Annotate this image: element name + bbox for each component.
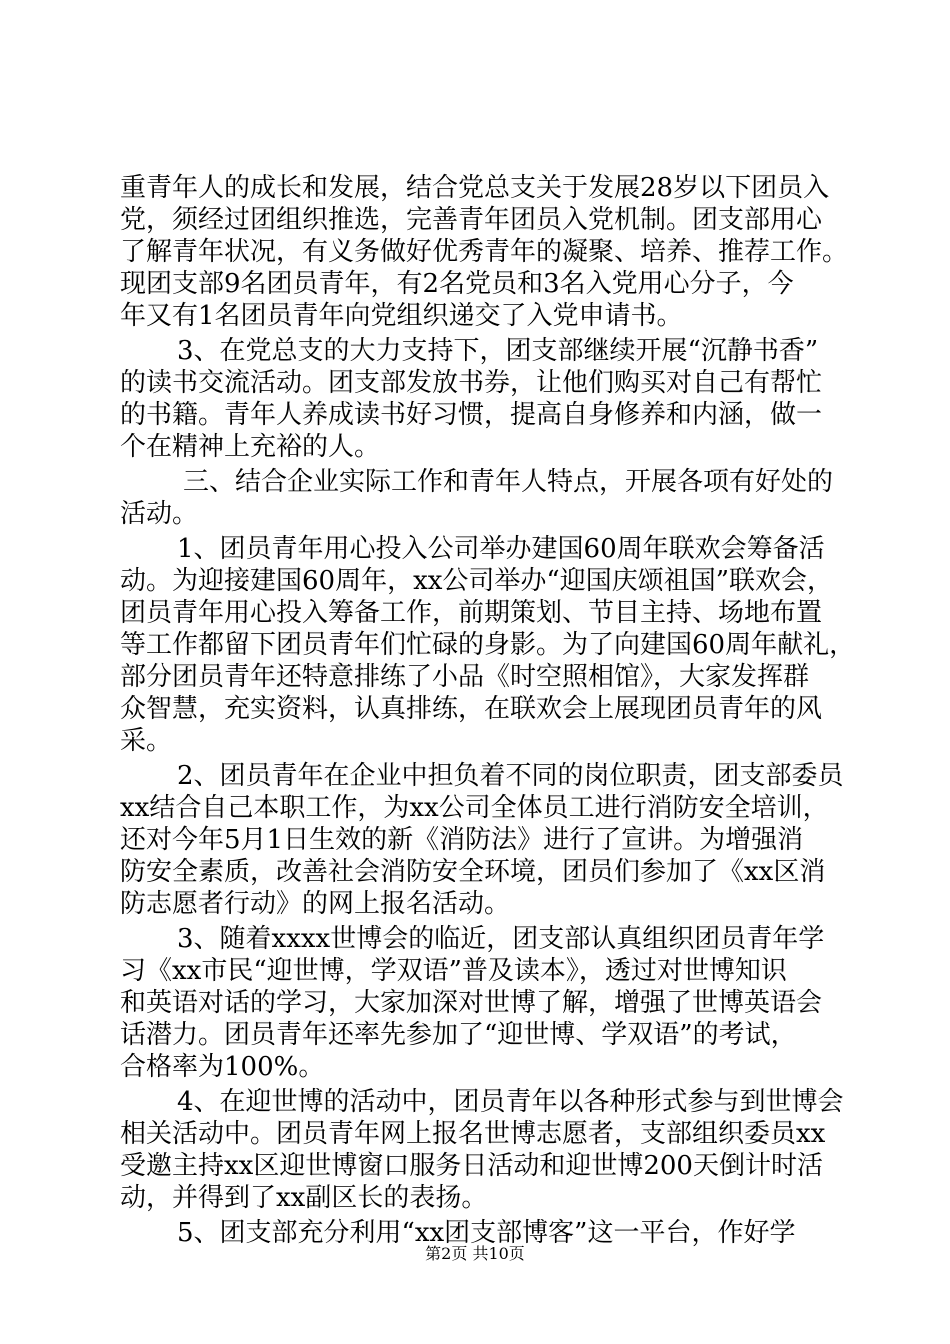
- text-line: 团员青年用心投入筹备工作，前期策划、节目主持、场地布置: [120, 598, 823, 628]
- text-line: 的书籍。青年人养成读书好习惯，提高自身修养和内涵，做一: [120, 400, 823, 430]
- text-line: 2、团员青年在企业中担负着不同的岗位职责，团支部委员: [177, 761, 844, 791]
- text-line: 防安全素质，改善社会消防安全环境，团员们参加了《xx区消: [120, 857, 826, 887]
- text-line: 4、在迎世博的活动中，团员青年以各种形式参与到世博会: [177, 1087, 844, 1117]
- text-line: 党，须经过团组织推选，完善青年团员入党机制。团支部用心: [120, 205, 823, 235]
- text-line: 重青年人的成长和发展，结合党总支关于发展28岁以下团员入: [120, 173, 830, 203]
- text-line: xx结合自己本职工作，为xx公司全体员工进行消防安全培训，: [120, 793, 829, 823]
- text-line: 和英语对话的学习，大家加深对世博了解，增强了世博英语会: [120, 988, 823, 1018]
- text-line: 动，并得到了xx副区长的表扬。: [120, 1183, 488, 1213]
- text-line: 的读书交流活动。团支部发放书券，让他们购买对自己有帮忙: [120, 368, 823, 398]
- text-line: 了解青年状况，有义务做好优秀青年的凝聚、培养、推荐工作。: [120, 237, 849, 267]
- page-number-footer: 第2页 共10页: [425, 1244, 525, 1263]
- text-line: 还对今年5月1日生效的新《消防法》进行了宣讲。为增强消: [120, 825, 804, 855]
- text-line: 现团支部9名团员青年，有2名党员和3名入党用心分子，今: [120, 269, 794, 299]
- text-line: 等工作都留下团员青年们忙碌的身影。为了向建国60周年献礼，: [120, 630, 856, 660]
- text-line: 活动。: [120, 499, 199, 529]
- text-line: 个在精神上充裕的人。: [120, 432, 381, 462]
- text-line: 部分团员青年还特意排练了小品《时空照相馆》，大家发挥群: [120, 662, 810, 692]
- text-line: 1、团员青年用心投入公司举办建国60周年联欢会筹备活: [177, 534, 825, 564]
- text-line: 采。: [120, 726, 173, 756]
- text-line: 合格率为100%。: [120, 1052, 325, 1082]
- text-line: 3、在党总支的大力支持下，团支部继续开展“沉静书香”: [177, 336, 819, 366]
- text-line: 习《xx市民“迎世博，学双语”普及读本》，透过对世博知识: [120, 956, 787, 986]
- text-line: 相关活动中。团员青年网上报名世博志愿者，支部组织委员xx: [120, 1119, 826, 1149]
- text-line: 众智慧，充实资料，认真排练，在联欢会上展现团员青年的风: [120, 694, 823, 724]
- text-line: 话潜力。团员青年还率先参加了“迎世博、学双语”的考试，: [120, 1020, 797, 1050]
- text-line: 受邀主持xx区迎世博窗口服务日活动和迎世博200天倒计时活: [120, 1151, 823, 1181]
- text-line: 5、团支部充分利用“xx团支部博客”这一平台，作好学: [177, 1218, 796, 1248]
- text-line: 年又有1名团员青年向党组织递交了入党申请书。: [120, 301, 683, 331]
- text-line: 防志愿者行动》的网上报名活动。: [120, 889, 511, 919]
- text-line: 动。为迎接建国60周年，xx公司举办“迎国庆颂祖国”联欢会，: [120, 566, 833, 596]
- section-heading: 三、结合企业实际工作和青年人特点，开展各项有好处的: [183, 467, 834, 497]
- text-line: 3、随着xxxx世博会的临近，团支部认真组织团员青年学: [177, 924, 825, 954]
